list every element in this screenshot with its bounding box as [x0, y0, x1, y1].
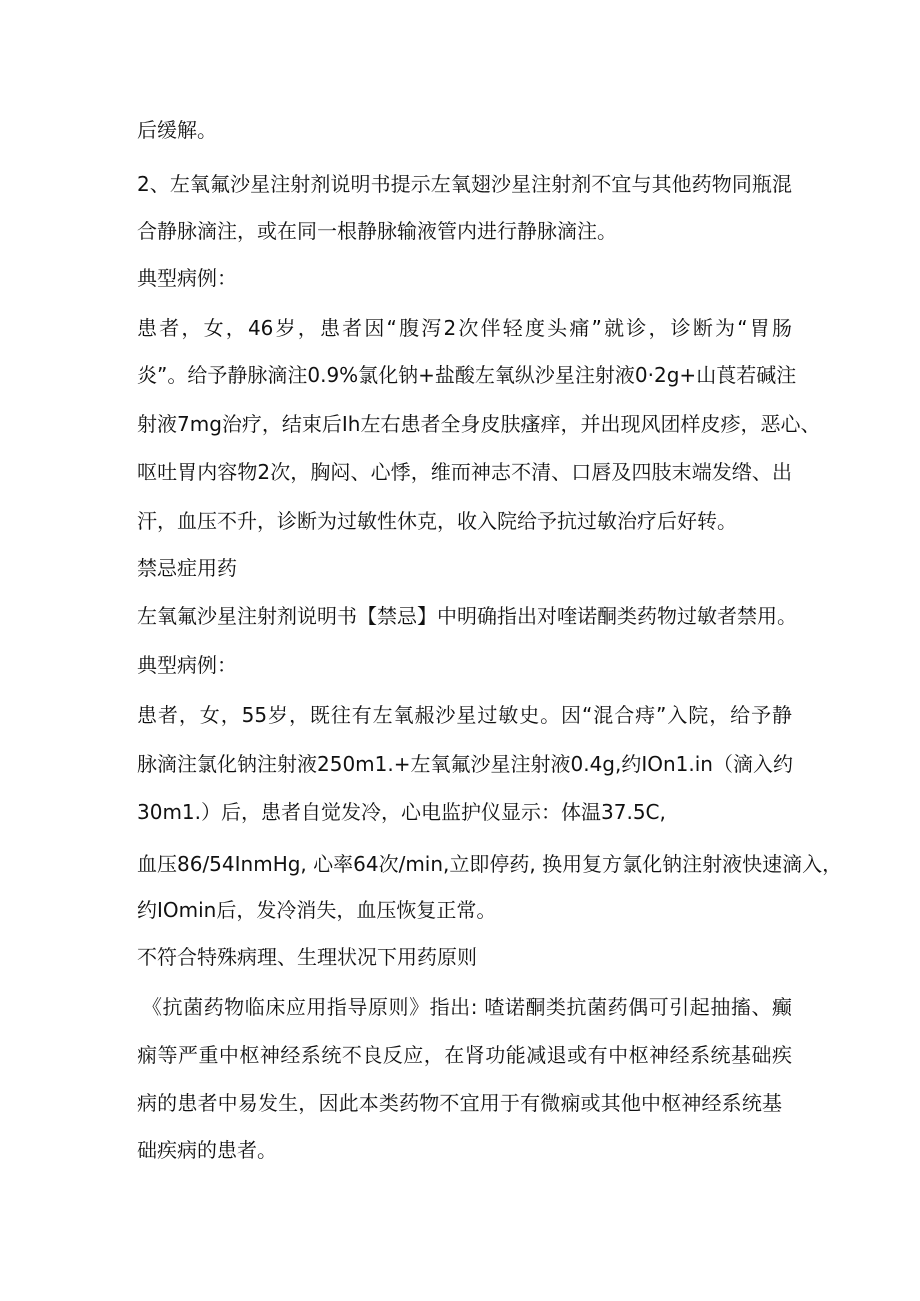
text-line: 射液7mg治疗，结束后Ih左右患者全身皮肤瘙痒，并出现风团样皮疹，恶心、 — [137, 412, 821, 436]
text-line: 合静脉滴注，或在同一根静脉输液管内进行静脉滴注。 — [137, 219, 617, 243]
text-line: 脉滴注氯化钠注射液250m1.+左氧氟沙星注射液0.4g,约IOn1.in（滴入约 — [137, 752, 793, 776]
text-line: 病的患者中易发生，因此本类药物不宜用于有微痫或其他中枢神经系统基 — [137, 1091, 782, 1115]
text-line: 患者，女，46岁，患者因“腹泻2次伴轻度头痛”就诊，诊断为“胃肠 — [137, 316, 792, 340]
text-line: 2、左氧氟沙星注射剂说明书提示左氧翅沙星注射剂不宜与其他药物同瓶混 — [137, 172, 792, 196]
section-heading: 不符合特殊病理、生理状况下用药原则 — [137, 945, 477, 969]
text-line: 痫等严重中枢神经系统不良反应，在肾功能减退或有中枢神经系统基础疾 — [137, 1043, 792, 1067]
text-line: 左氧氟沙星注射剂说明书【禁忌】中明确指出对喹诺酮类药物过敏者禁用。 — [137, 604, 797, 628]
text-line: 后缓解。 — [137, 118, 217, 142]
section-heading: 典型病例： — [137, 266, 237, 290]
text-line: 约IOmin后，发冷消失，血压恢复正常。 — [137, 898, 497, 922]
text-line: 血压86/54InmHg, 心率64次/min,立即停药, 换用复方氯化钠注射液快速滴入， — [137, 852, 843, 876]
text-line: 础疾病的患者。 — [137, 1138, 277, 1162]
section-heading: 典型病例： — [137, 653, 237, 677]
text-line: 30m1.）后，患者自觉发冷，心电监护仪显示：体温37.5C, — [137, 800, 666, 824]
text-line: 呕吐胃内容物2次，胸闷、心悸，维而神志不清、口唇及四肢末端发绺、出 — [137, 460, 792, 484]
text-line: 患者，女，55岁，既往有左氧赧沙星过敏史。因“混合痔”入院，给予静 — [137, 703, 792, 727]
text-line: 汗，血压不升，诊断为过敏性休克，收入院给予抗过敏治疗后好转。 — [137, 509, 737, 533]
section-heading: 禁忌症用药 — [137, 556, 237, 580]
text-line: 炎”。给予静脉滴注0.9%氯化钠+盐酸左氧纵沙星注射液0·2g+山莨若碱注 — [137, 363, 797, 387]
text-line: 《抗菌药物临床应用指导原则》指出: 喳诺酮类抗菌药偶可引起抽搐、癫 — [142, 995, 792, 1019]
